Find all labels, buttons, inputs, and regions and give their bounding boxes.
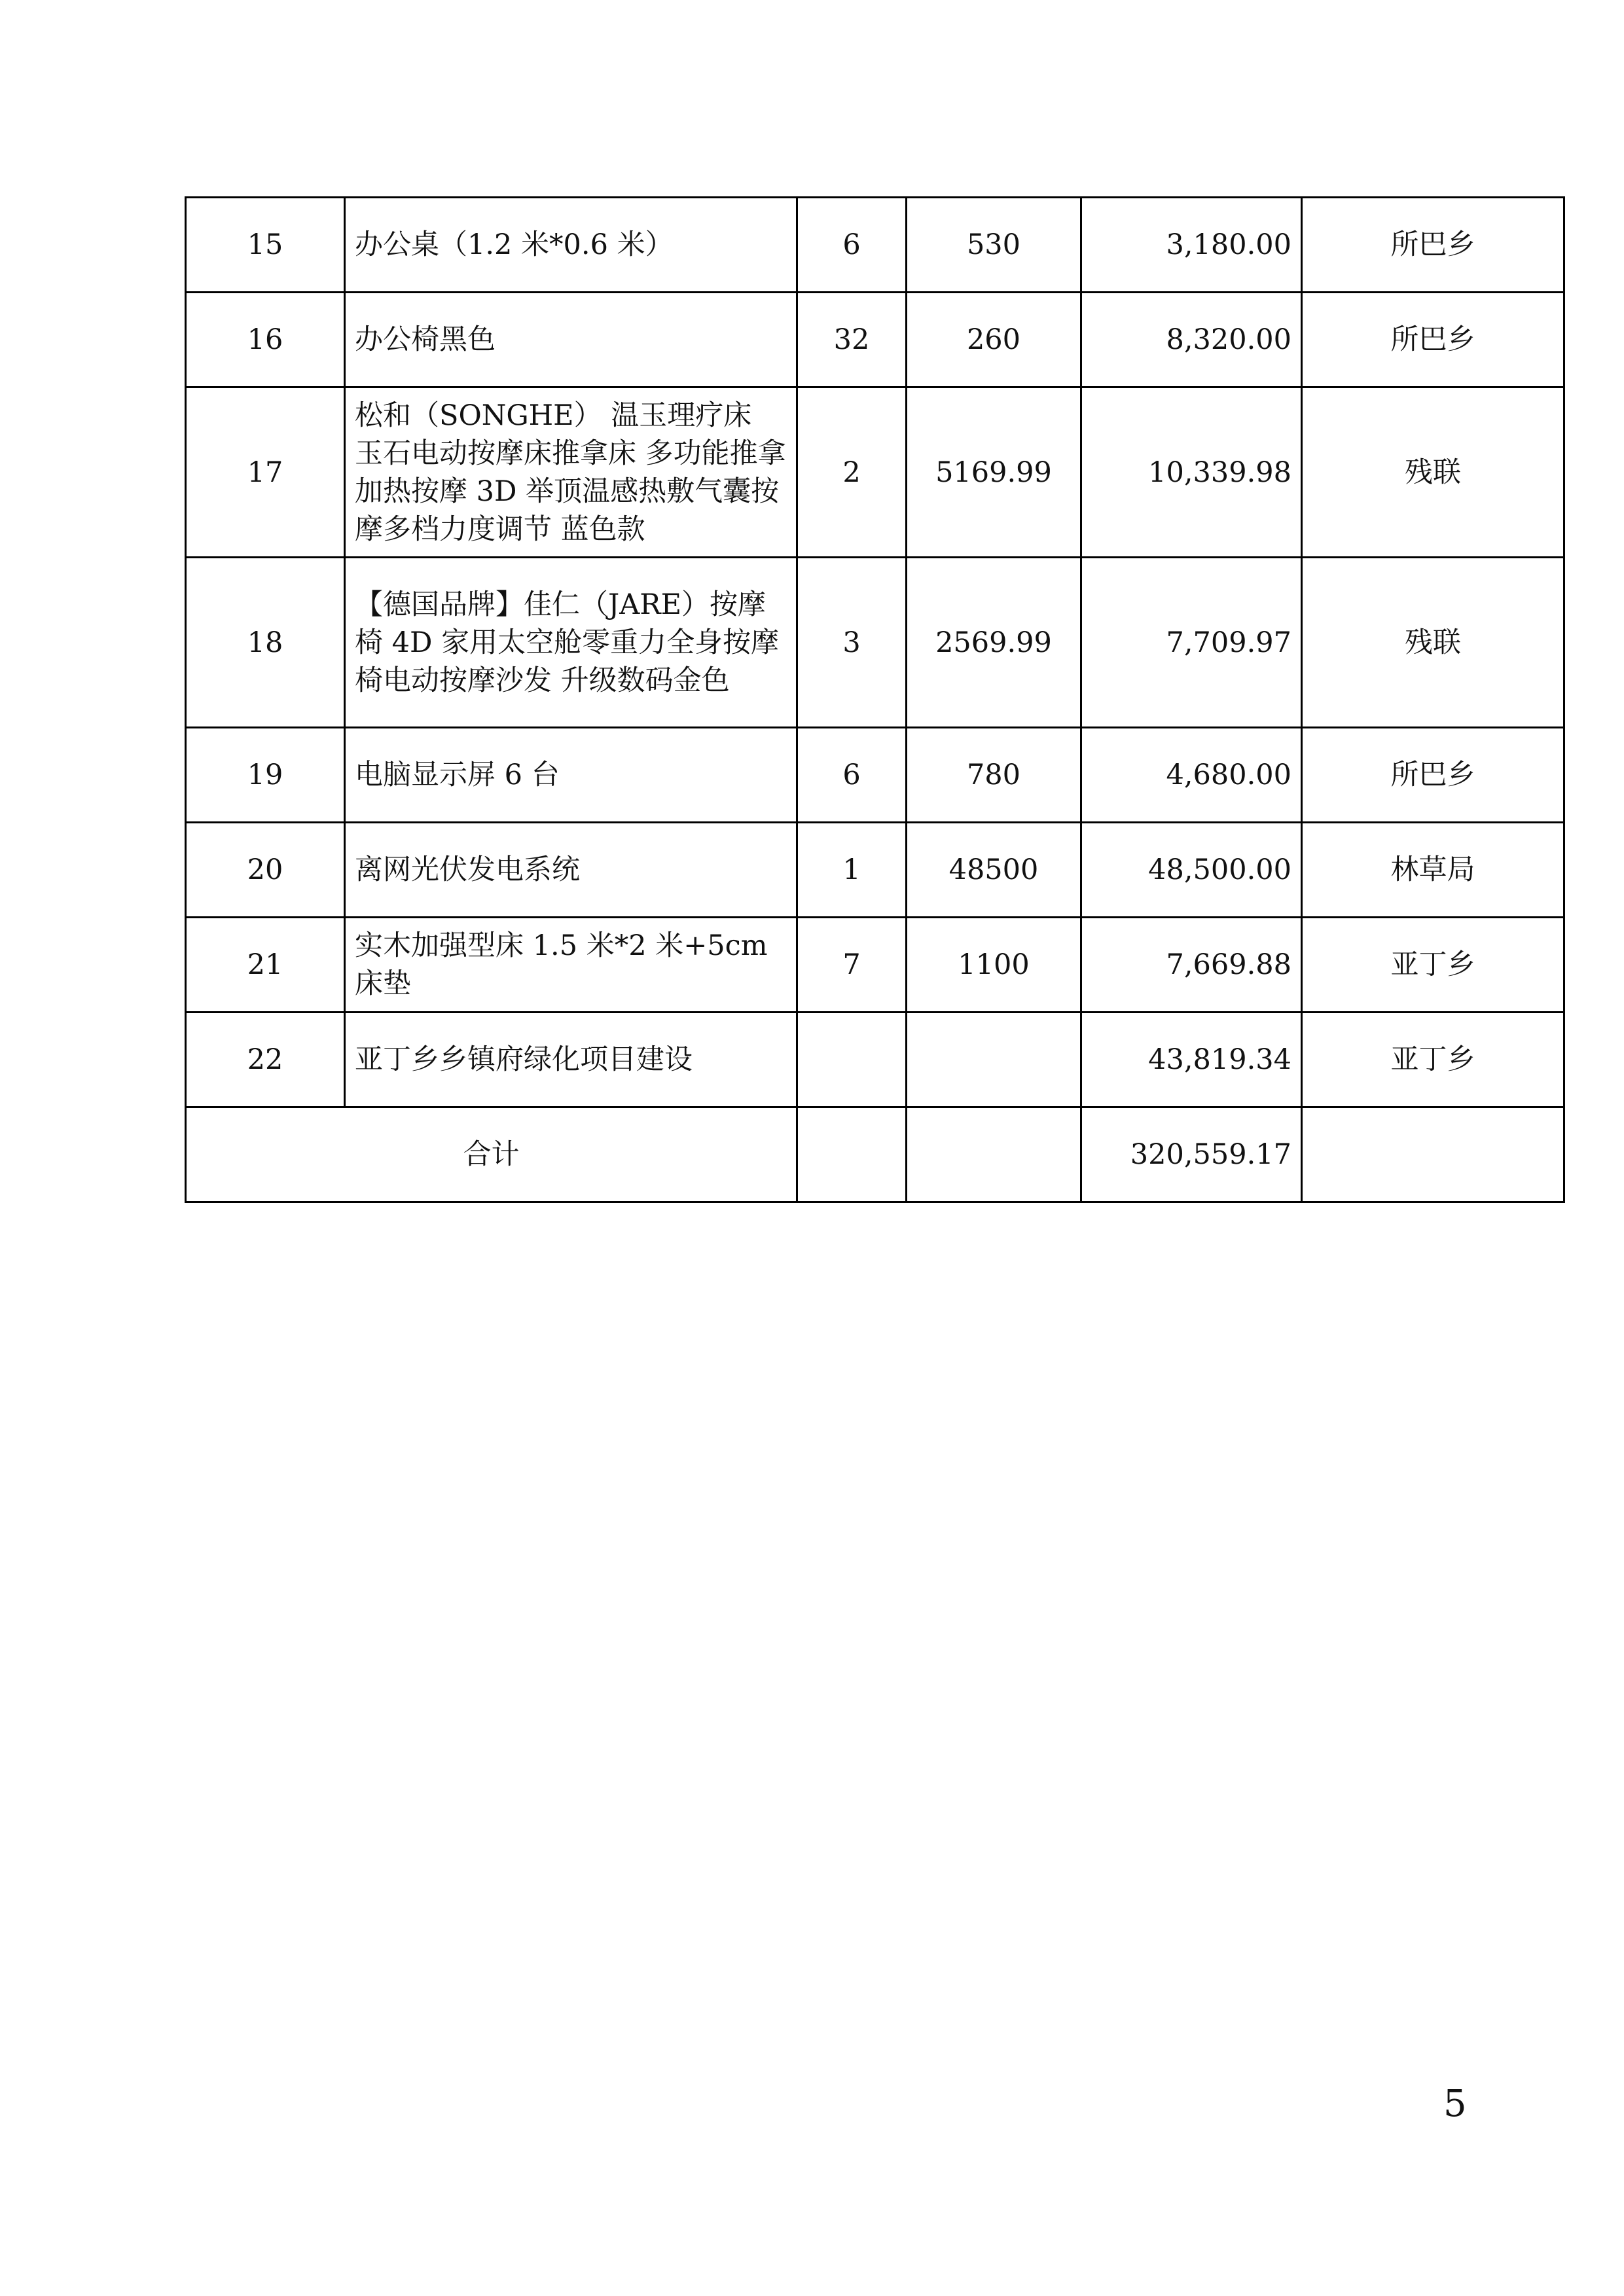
table-row (186, 918, 1564, 1013)
total-label: 合计 (186, 1107, 797, 1202)
total-department-empty (1302, 1107, 1564, 1202)
item-amount: 4,680.00 (1081, 728, 1302, 823)
item-name: 实木加强型床 1.5 米*2 米+5cm 床垫 (345, 918, 797, 1013)
item-quantity: 6 (797, 198, 907, 293)
table-row (186, 293, 1564, 387)
total-amount: 320,559.17 (1081, 1107, 1302, 1202)
item-department: 林草局 (1302, 823, 1564, 918)
item-name: 松和（SONGHE） 温玉理疗床 玉石电动按摩床推拿床 多功能推拿加热按摩 3D 举顶温感热敷气囊按摩多档力度调节 蓝色款 (345, 387, 797, 558)
item-name: 离网光伏发电系统 (345, 823, 797, 918)
item-unit-price: 5169.99 (907, 387, 1081, 558)
item-quantity: 6 (797, 728, 907, 823)
item-department: 所巴乡 (1302, 198, 1564, 293)
row-number: 16 (186, 293, 345, 387)
item-unit-price: 2569.99 (907, 558, 1081, 728)
row-number: 19 (186, 728, 345, 823)
item-unit-price: 1100 (907, 918, 1081, 1013)
item-amount: 10,339.98 (1081, 387, 1302, 558)
table-row (186, 558, 1564, 728)
item-name: 办公桌（1.2 米*0.6 米） (345, 198, 797, 293)
page-number: 5 (1443, 2083, 1467, 2125)
row-number: 21 (186, 918, 345, 1013)
item-name: 【德国品牌】佳仁（JARE）按摩椅 4D 家用太空舱零重力全身按摩椅电动按摩沙发 升级数码金色 (345, 558, 797, 728)
table-row (186, 1013, 1564, 1107)
table-row (186, 387, 1564, 558)
item-unit-price: 260 (907, 293, 1081, 387)
item-unit-price: 780 (907, 728, 1081, 823)
row-number: 17 (186, 387, 345, 558)
item-amount: 43,819.34 (1081, 1013, 1302, 1107)
item-department: 亚丁乡 (1302, 918, 1564, 1013)
item-amount: 3,180.00 (1081, 198, 1302, 293)
item-quantity: 3 (797, 558, 907, 728)
item-amount: 8,320.00 (1081, 293, 1302, 387)
table-row (186, 728, 1564, 823)
item-quantity: 2 (797, 387, 907, 558)
item-amount: 48,500.00 (1081, 823, 1302, 918)
item-amount: 7,709.97 (1081, 558, 1302, 728)
table-row (186, 823, 1564, 918)
item-department: 所巴乡 (1302, 293, 1564, 387)
items-table (185, 196, 1565, 1203)
item-name: 亚丁乡乡镇府绿化项目建设 (345, 1013, 797, 1107)
item-name: 电脑显示屏 6 台 (345, 728, 797, 823)
total-row (186, 1107, 1564, 1202)
row-number: 18 (186, 558, 345, 728)
item-department: 亚丁乡 (1302, 1013, 1564, 1107)
item-department: 所巴乡 (1302, 728, 1564, 823)
total-quantity-empty (797, 1107, 907, 1202)
item-quantity (797, 1013, 907, 1107)
item-amount: 7,669.88 (1081, 918, 1302, 1013)
item-quantity: 1 (797, 823, 907, 918)
row-number: 22 (186, 1013, 345, 1107)
item-quantity: 32 (797, 293, 907, 387)
total-price-empty (907, 1107, 1081, 1202)
row-number: 15 (186, 198, 345, 293)
item-department: 残联 (1302, 387, 1564, 558)
item-quantity: 7 (797, 918, 907, 1013)
item-unit-price (907, 1013, 1081, 1107)
item-name: 办公椅黑色 (345, 293, 797, 387)
item-unit-price: 48500 (907, 823, 1081, 918)
row-number: 20 (186, 823, 345, 918)
table-row (186, 198, 1564, 293)
item-department: 残联 (1302, 558, 1564, 728)
item-unit-price: 530 (907, 198, 1081, 293)
